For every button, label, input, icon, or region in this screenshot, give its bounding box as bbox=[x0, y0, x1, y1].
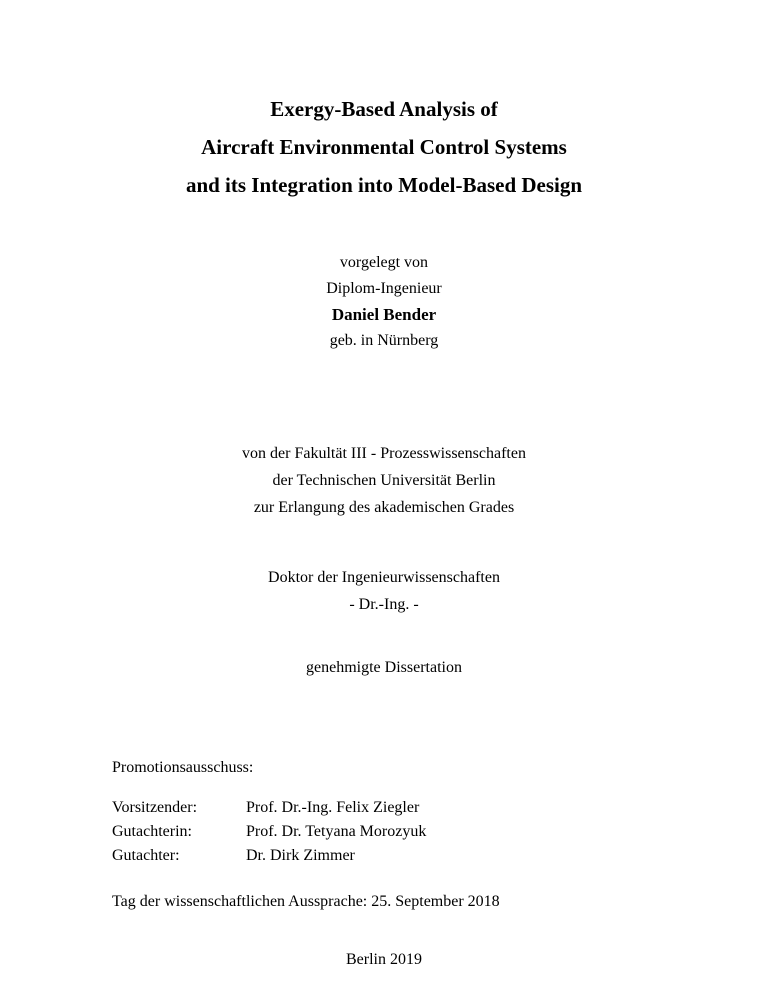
degree-line-2: - Dr.-Ing. - bbox=[349, 596, 419, 613]
author-degree-prefix: Diplom-Ingenieur bbox=[326, 280, 442, 297]
committee-row bbox=[112, 799, 426, 823]
title-line-2: Aircraft Environmental Control Systems bbox=[201, 135, 567, 159]
approved-dissertation-label: genehmigte Dissertation bbox=[306, 659, 462, 676]
degree-block bbox=[112, 564, 656, 618]
committee-row bbox=[112, 847, 426, 871]
author-name: Daniel Bender bbox=[331, 305, 437, 324]
committee-heading: Promotionsausschuss: bbox=[112, 759, 254, 776]
author-block bbox=[112, 250, 656, 354]
title-line-1: Exergy-Based Analysis of bbox=[270, 97, 498, 121]
faculty-block bbox=[112, 440, 656, 521]
faculty-line-2: der Technischen Universität Berlin bbox=[272, 472, 496, 489]
committee-member-name: Prof. Dr. Tetyana Morozyuk bbox=[246, 823, 427, 840]
committee-member-name: Prof. Dr.-Ing. Felix Ziegler bbox=[246, 799, 420, 816]
title-block bbox=[112, 90, 656, 204]
committee-role: Vorsitzender: bbox=[112, 799, 198, 816]
title-line-3: and its Integration into Model-Based Design bbox=[185, 173, 583, 197]
committee-table bbox=[112, 799, 426, 871]
city-year: Berlin 2019 bbox=[346, 951, 422, 968]
degree-line-1: Doktor der Ingenieurwissenschaften bbox=[268, 569, 500, 586]
faculty-line-3: zur Erlangung des akademischen Grades bbox=[253, 499, 515, 516]
author-birthplace: geb. in Nürnberg bbox=[329, 332, 439, 349]
faculty-line-1: von der Fakultät III - Prozesswissenschaften bbox=[242, 445, 526, 462]
submitted-by-label: vorgelegt von bbox=[339, 254, 429, 271]
committee-member-name: Dr. Dirk Zimmer bbox=[246, 847, 355, 864]
page-content bbox=[112, 0, 656, 969]
committee-row bbox=[112, 823, 426, 847]
committee-role: Gutachter: bbox=[112, 847, 180, 864]
defense-date-line: Tag der wissenschaftlichen Aussprache: 25. September 2018 bbox=[112, 893, 500, 910]
committee-role: Gutachterin: bbox=[112, 823, 192, 840]
